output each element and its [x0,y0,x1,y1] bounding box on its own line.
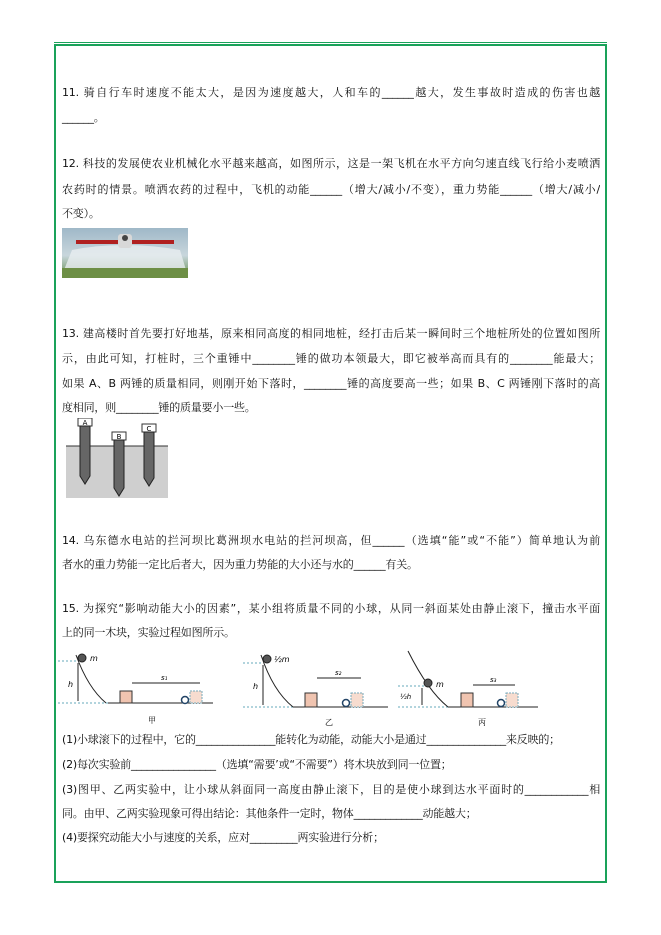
pile-label-b: B [116,433,122,441]
q12-line: 12. 科技的发展使农业机械化水平越来越高，如图所示，这是一架飞机在水平方向匀速直线飞行给小麦喷洒 [62,157,600,170]
distance-label: s₂ [335,669,342,677]
q11-line: 11. 骑自行车时速度不能太大，是因为速度越大，人和车的______越大，发生事故时造成的伤害也越 [62,86,600,99]
q12-line: 农药时的情景。喷洒农药的过程中，飞机的动能______（增大/减小/不变），重力势能______（增大/减小/ [62,183,600,196]
q13-line: 如果 A、B 两锤的质量相同，则刚开始下落时，________锤的高度要高一些；如果 B、C 两锤刚下落时的高 [62,377,600,390]
experiment-figure [58,643,608,729]
mass-label: m [90,654,98,663]
q13-line: 13. 建高楼时首先要打好地基，原来相同高度的相同地桩，经打击后某一瞬间时三个地桩所处的位置如图所 [62,327,600,340]
distance-label: s₃ [490,676,497,684]
q15-sub-3-cont: 同。由甲、乙两实验现象可得出结论：其他条件一定时，物体_____________动能越大； [62,807,477,820]
mass-label: ½m [274,655,290,664]
panel-jia [58,654,213,725]
q14-line: 14. 乌东德水电站的拦河坝比葛洲坝水电站的拦河坝高，但______（选填“能”或“不能”）简单地认为前 [62,534,600,547]
panel-caption: 乙 [325,718,333,727]
q11-line: ______。 [62,111,105,124]
panel-caption: 丙 [478,718,486,727]
panel-caption: 甲 [148,716,156,725]
mass-label: m [436,680,444,689]
piles-figure [66,418,168,498]
q15-sub-2: (2)每次实验前________________（选填“需要’或“不需要”）将木块放到同一位置； [62,758,452,771]
panel-bing [398,651,538,727]
panel-yi [243,655,388,727]
crop-duster-plane-image [62,228,188,278]
q13-line: 度相同，则________锤的质量要小一些。 [62,401,256,414]
height-label: h [68,680,74,689]
height-label: ½h [400,693,412,701]
q15-sub-3: (3)图甲、乙两实验中，让小球从斜面同一高度由静止滚下，目的是使小球到达水平面时的____________相 [62,783,600,796]
height-label: h [253,682,259,691]
q15-line: 15. 为探究“影响动能大小的因素”，某小组将质量不同的小球，从同一斜面某处由静止滚下，撞击水平面 [62,602,600,615]
q15-sub-4: (4)要探究动能大小与速度的关系，应对_________两实验进行分析； [62,831,384,844]
distance-label: s₁ [161,674,168,682]
q14-line: 者水的重力势能一定比后者大，因为重力势能的大小还与水的______有关。 [62,558,418,571]
pile-label-a: A [82,419,88,427]
pile-label-c: C [146,425,152,433]
q12-line: 不变）。 [62,207,100,220]
q13-line: 示，由此可知，打桩时，三个重锤中________锤的做功本领最大，即它被举高而具有的________能最大； [62,352,600,365]
q15-line: 上的同一木块，实验过程如图所示。 [62,626,235,639]
q15-sub-1: (1)小球滚下的过程中，它的_______________能转化为动能，动能大小是通过_______________来反映的； [62,733,560,746]
